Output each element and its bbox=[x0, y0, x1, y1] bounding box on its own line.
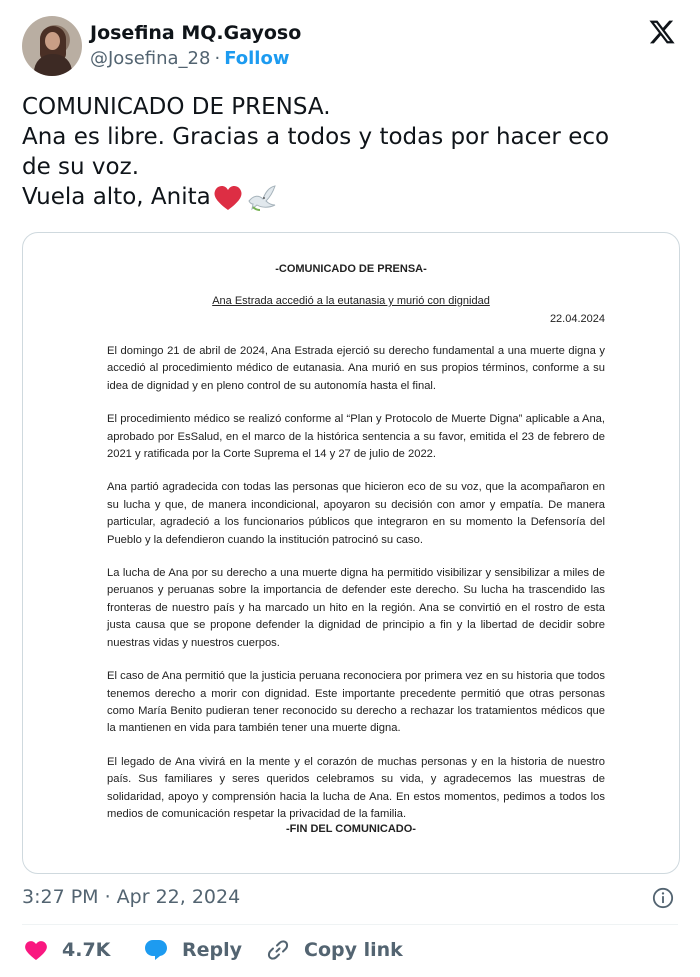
tweet-line: Ana es libre. Gracias a todos y todas por hacer eco bbox=[22, 124, 610, 150]
author-handle-line bbox=[90, 48, 289, 69]
avatar[interactable] bbox=[22, 16, 82, 76]
info-icon[interactable] bbox=[652, 887, 674, 909]
document-subtitle: Ana Estrada accedió a la eutanasia y murió con dignidad bbox=[212, 295, 490, 307]
reply-label: Reply bbox=[182, 939, 243, 961]
red-heart-emoji-icon bbox=[213, 184, 243, 212]
copy-link-button[interactable] bbox=[266, 934, 403, 966]
document-paragraph: La lucha de Ana por su derecho a una muerte digna ha permitido visibilizar y sensibilizar a miles de peruanos y peruanas sobre la importancia de defender este derecho. Su lucha ha trascendido las fronteras de nuestro país y ha marcado un hito en la región. Ana se convirtió en el rostro de esta justa causa que se propone defender la dignidad de principio a fin y la libertad de decidir sobre nuestras vidas y nuestros cuerpos. bbox=[107, 567, 605, 649]
tweet-line: COMUNICADO DE PRENSA. bbox=[22, 94, 331, 120]
document-end: -FIN DEL COMUNICADO- bbox=[286, 823, 416, 835]
document-paragraph: El domingo 21 de abril de 2024, Ana Estrada ejerció su derecho fundamental a una muerte digna y accedió al procedimiento médico de eutanasia. Ana murió en sus propios términos, conforme a su idea de dignidad y en pleno control de su autonomía hasta el final. bbox=[107, 345, 605, 392]
tweet-text bbox=[22, 92, 682, 213]
tweet-header bbox=[22, 16, 682, 78]
tweet-line-last bbox=[22, 182, 682, 213]
heart-icon bbox=[24, 939, 48, 961]
reply-button[interactable] bbox=[144, 934, 242, 966]
like-button[interactable] bbox=[24, 934, 110, 966]
document-date: 22.04.2024 bbox=[549, 313, 605, 325]
press-release-image[interactable] bbox=[22, 232, 680, 874]
tweet-line: Vuela alto, Anita bbox=[22, 184, 211, 210]
follow-button[interactable]: Follow bbox=[224, 48, 290, 69]
document-paragraph: Ana partió agradecida con todas las personas que hicieron eco de su voz, que la acompañaron en su lucha y que, de manera incondicional, apoyaron su decisión con amor y empatía. De manera particular, agradeció a los funcionarios públicos que integraron en su momento la Defensoría del Pueblo y la defendieron cuando la institución patrocinó su caso. bbox=[107, 481, 605, 546]
press-release-document bbox=[23, 233, 679, 873]
dove-emoji-icon bbox=[245, 183, 277, 213]
author-name[interactable]: Josefina MQ.Gayoso bbox=[90, 22, 302, 44]
link-icon bbox=[266, 938, 290, 962]
document-paragraph: El procedimiento médico se realizó conforme al “Plan y Protocolo de Muerte Digna” aplicable a Ana, aprobado por EsSalud, en el marco de la histórica sentencia a su favor, emitida el 23 de febrero de 2021 y ratificada por la Corte Suprema el 14 y 27 de julio de 2022. bbox=[107, 413, 605, 461]
tweet-line: de su voz. bbox=[22, 154, 139, 180]
copy-link-label: Copy link bbox=[304, 939, 403, 961]
document-paragraph: El legado de Ana vivirá en la mente y el corazón de muchas personas y en la historia de nuestro país. Sus familiares y seres queridos celebramos su vida, y agradecemos las muestras de solidaridad, apoyo y comprensión hacia la lucha de Ana. En estos momentos, pedimos a todos los medios de comunicación respetar la privacidad de la familia. bbox=[107, 755, 605, 820]
divider bbox=[22, 924, 678, 925]
author-handle[interactable]: @Josefina_28 bbox=[90, 48, 211, 69]
document-paragraph: El caso de Ana permitió que la justicia peruana reconociera por primera vez en su historia que todos tenemos derecho a morir con dignidad. Este importante precedente permitió que otras personas como María Benito pudieran tener reconocido su derecho a rechazar los tratamientos médicos que la mantienen en vida para también tener una muerte digna. bbox=[107, 670, 605, 735]
x-logo-icon[interactable] bbox=[648, 18, 676, 46]
reply-bubble-icon bbox=[144, 939, 168, 961]
like-count: 4.7K bbox=[62, 939, 111, 961]
separator-dot: · bbox=[214, 48, 221, 69]
document-title: -COMUNICADO DE PRENSA- bbox=[275, 263, 427, 275]
document-body bbox=[107, 343, 605, 839]
tweet-timestamp[interactable]: 3:27 PM · Apr 22, 2024 bbox=[22, 886, 241, 908]
tweet-actions bbox=[22, 934, 678, 966]
